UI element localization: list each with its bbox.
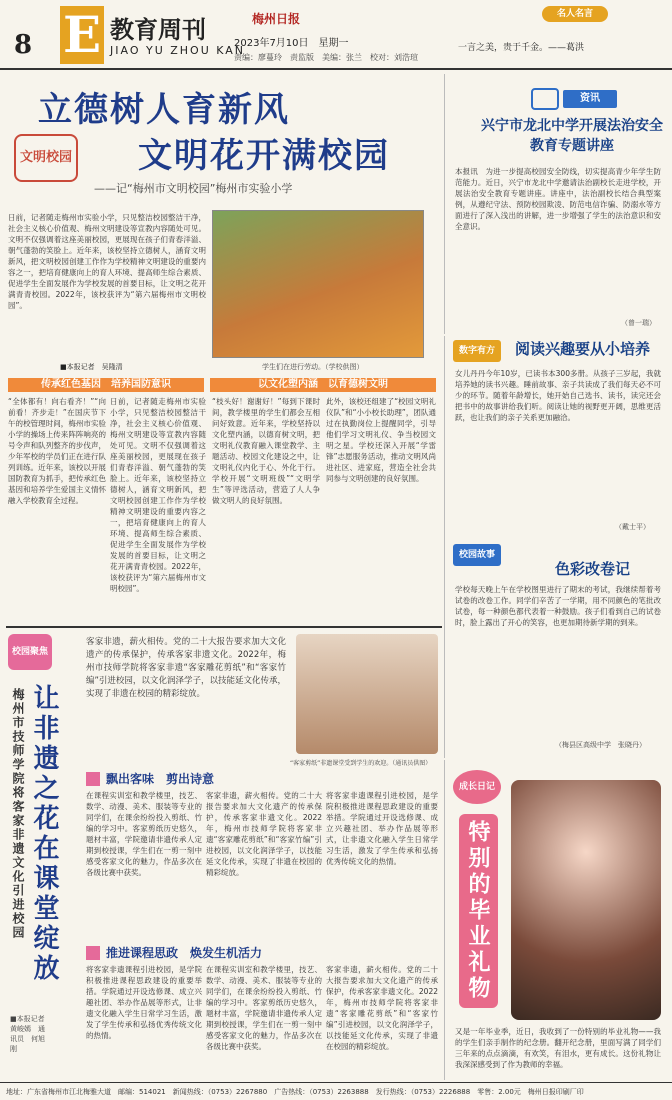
heritage-title: 让非遗之花在课堂绽放	[29, 684, 59, 984]
diary-tag: 成长日记	[453, 770, 501, 804]
subhead-marker-icon-2	[86, 946, 100, 960]
page-number: 8	[14, 30, 33, 60]
page-footer: 地址：广东省梅州市江北梅雅大道 邮编：514021 新闻热线：（0753）2267880 广告热线：（0753）2263888 发行热线：（0753）2226888 零售：2.00元 梅州日报印刷厂印	[0, 1082, 672, 1100]
news-icon	[531, 88, 559, 110]
section-title: 教育周刊	[110, 15, 206, 44]
header-quote: 一言之美，贵于千金。——葛洪	[458, 43, 585, 53]
section-bar-culture: 以文化塑内涵 以育德树文明	[210, 378, 436, 392]
heritage-subtitle: 梅州市技师学院将客家非遗文化引进校园	[11, 688, 25, 940]
article-col-1: “全体都有！向右看齐！”“向前看！齐步走！”在国庆节下午的校管理时间，梅州市实验小学的操场上传来阵阵响亮的号令声和队列整齐的步伐声，少年军校的学员们正在进行队列训练。近年来，该校以开展国防教育为抓手，把传承红色基因和培养学生爱国主义情怀融入学校教育全过程。	[8, 397, 106, 505]
heritage-byline: ■本报记者 黄峻嫣 通讯员 何旭刚	[10, 1015, 52, 1053]
reading-tag: 数字有方	[453, 340, 501, 362]
graduation-story	[444, 760, 666, 1080]
article-col-2: 日前，记者随走梅州市实验小学，只见整洁校园整洁干净，社会主义核心价值观、梅州文明建设等宣教内容随处可见。文明不仅强调着这座美丽校园，更展现在孩子们青春洋溢、朝气蓬勃的笑脸上。近年来，该校坚持立德树人，涵育文明新风，把文明校园创建工作作为学校精神文明建设的重要内容之一，把培育健康向上的育人环境、提高师生综合素质、促进学生全面发展作为学校发展的首要目标，让文明之花开满青青校园。2022年，该校获评为“第六届梅州市文明校园”。	[110, 397, 206, 593]
news-brief	[444, 74, 666, 334]
students-labor-photo	[212, 210, 424, 358]
campus-tag: 校园故事	[453, 544, 501, 566]
subhead-marker-icon	[86, 772, 100, 786]
news-text: 本报讯 为进一步提高校园安全防线，切实提高青少年学生防范能力。近日，兴宁市龙北中学邀请法治副校长走进学校，开展法治安全教育专题讲座。讲座中，法治副校长结合典型案例，从遵纪守法、预防校园欺凌、防范电信诈骗、防溺水等方面进行了深入浅出的讲解，进一步增强了学生的法治意识和安全意识。	[455, 167, 661, 231]
campus-byline: （梅县区高级中学 张晓丹）	[555, 741, 646, 749]
lead-title-line2: 文明花开满校园	[138, 136, 390, 176]
campus-text: 学校每天晚上午在学校图里进行了期末的考试，我继续帮着考试卷的改卷工作。同学们辛苦了一学期，用不同颜色的笔批改试卷，每一种颜色都代表着一种鼓励。孩子们看到自己的试卷时，脸上露出了开心的笑容，也更加期待新学期的到来。	[455, 585, 661, 627]
heritage-col-1: 在课程实训室和教学楼里，技艺、数学、动漫、美术、服装等专业的同学们，在课余纷纷投入剪纸、竹编的学习中。客家剪纸历史悠久，题材丰富，学院邀请非遗传承人定期到校授课，学生们在一剪一刻中感受客家文化的魅力，作品多次在各级比赛中获奖。	[86, 791, 202, 877]
quote-badge: 名人名言	[542, 6, 608, 22]
papercut-class-photo	[296, 634, 438, 754]
campus-story	[444, 538, 666, 758]
lead-byline: ■本报记者 吴隆清	[60, 363, 123, 371]
heritage-col-5: 在课程实训室和教学楼里，技艺、数学、动漫、美术、服装等专业的同学们，在课余纷纷投入剪纸、竹编的学习中。客家剪纸历史悠久，题材丰富，学院邀请非遗传承人定期到校授课，学生们在一剪一刻中感受客家文化的魅力，作品多次在各级比赛中获奖。	[206, 965, 322, 1051]
lead-subtitle: ——记“梅州市文明校园”梅州市实验小学	[94, 182, 293, 195]
staff-credits: 责编：廖蔓玲 责监版 美编：张兰 校对：刘浩瑄	[234, 53, 418, 62]
reading-article	[444, 336, 666, 538]
page-header	[0, 0, 672, 70]
paper-name: 梅州日报	[252, 12, 301, 26]
graduation-text: 又是一年毕业季，近日，我收到了一份特别的毕业礼物——我的学生们亲手制作的纪念册。翻开纪念册，里面写满了同学们三年来的点点滴滴，有欢笑，有泪水，更有成长。这份礼物让我深深感受到了作为教师的幸福。	[455, 1027, 661, 1069]
reading-byline: （戴士平）	[615, 523, 650, 531]
civilized-campus-logo: 文明校园	[14, 134, 78, 182]
heritage-photo-caption: “客家剪纸”非遗课堂受到学生的欢迎。（通讯员供图）	[290, 760, 432, 767]
lead-title-line1: 立德树人育新风	[38, 90, 290, 130]
article-col-4: 此外，该校还组建了“校园文明礼仪队”和“小小校长助理”，团队通过在执勤岗位上提醒同学，引导他们学习文明礼仪、争当校园文明之星。学校还深入开展“学雷锋”志愿服务活动，推动文明风尚进社区、进家庭，营造全社会共同参与文明创建的良好氛围。	[326, 397, 436, 483]
focus-tag: 校园聚焦	[8, 634, 52, 670]
section-pinyin: JIAO YU ZHOU KAN	[110, 44, 246, 57]
reading-text: 女儿丹丹今年10岁，已读书本300多册。从孩子三岁起，我就培养她的读书兴趣。睡前故事、亲子共读成了我们每天必不可少的环节。随着年龄增长，她开始自己选书、读书，读完还会把书中的故事讲给我们听。阅读让她的视野更开阔，思维更活跃，也让我们的亲子关系更加融洽。	[455, 369, 661, 422]
heritage-col-2: 客家非遗，薪火相传。党的二十大报告要求加大文化遗产的传承保护，传承客家非遗文化。2022年，梅州市技师学院将客家非遗“客家雕花剪纸”和“客家竹编”引进校园，以文化润泽学子，以技能延文化传承，实现了非遗在校园的精彩绽放。	[206, 791, 322, 877]
article-col-3: “枝头好！谢谢好！”每到下课时间，教学楼里的学生们都会互相问好致意。近年来，学校坚持以文化塑内涵，以德育树文明，把文明礼仪教育融入课堂教学、主题活动、校园文化建设之中，让文明礼仪内化于心、外化于行。学校开展“文明班级”“文明学生”等评选活动，营造了人人争做文明人的良好氛围。	[212, 397, 320, 505]
heritage-feature	[6, 626, 442, 1076]
lead-photo-caption: 学生们在进行劳动。（学校供图）	[262, 363, 364, 371]
campus-title: 色彩改卷记	[555, 560, 631, 578]
heritage-col-3: 将客家非遗课程引进校园，是学院积极推进课程思政建设的重要举措。学院通过开设选修课、成立兴趣社团、举办作品展等形式，让非遗文化融入学生日常学习生活，激发了学生传承和弘扬优秀传统文化的热情。	[326, 791, 438, 866]
news-byline: （曾一瑞）	[621, 319, 656, 327]
heritage-col-4: 将客家非遗课程引进校园，是学院积极推进课程思政建设的重要举措。学院通过开设选修课、成立兴趣社团、举办作品展等形式，让非遗文化融入学生日常学习生活，激发了学生传承和弘扬优秀传统文化的热情。	[86, 965, 202, 1040]
heritage-col-6: 客家非遗，薪火相传。党的二十大报告要求加大文化遗产的传承保护，传承客家非遗文化。2022年，梅州市技师学院将客家非遗“客家雕花剪纸”和“客家竹编”引进校园，以文化润泽学子，以技能延文化传承，实现了非遗在校园的精彩绽放。	[326, 965, 438, 1051]
section-bar-red-gene: 传承红色基因 培养国防意识	[8, 378, 204, 392]
heritage-subhead-1: 飘出客味 剪出诗意	[106, 772, 215, 786]
heritage-intro: 客家非遗，薪火相传。党的二十大报告要求加大文化遗产的传承保护，传承客家非遗文化。2022年，梅州市技师学院将客家非遗“客家雕花剪纸”和“客家竹编”引进校园，以文化润泽学子，以技能延文化传承，实现了非遗在校园的精彩绽放。	[86, 637, 286, 699]
issue-date: 2023年7月10日 星期一	[234, 38, 349, 49]
news-tag: 资讯	[563, 90, 617, 108]
heritage-subhead-2: 推进课程思政 焕发生机活力	[106, 946, 263, 960]
graduation-title: 特别的毕业礼物	[459, 814, 498, 1008]
reading-title: 阅读兴趣要从小培养	[515, 340, 651, 358]
graduate-illustration	[511, 780, 661, 1020]
lead-intro-text: 日前，记者随走梅州市实验小学，只见整洁校园整洁干净，社会主义核心价值观、梅州文明建设等宣教内容随处可见。文明不仅强调着这座美丽校园，更展现在孩子们青春洋溢、朝气蓬勃的笑脸上。近年来，该校坚持立德树人，涵育文明新风，把文明校园创建工作作为学校精神文明建设的重要内容之一，把培育健康向上的育人环境、提高师生综合素质、促进学生全面发展作为学校发展的首要目标，让文明之花开满青青校园。2022年，该校获评为“第六届梅州市文明校园”。	[8, 213, 206, 310]
section-letter-logo: E	[60, 6, 104, 64]
news-title: 兴宁市龙北中学开展法治安全教育专题讲座	[481, 118, 663, 154]
